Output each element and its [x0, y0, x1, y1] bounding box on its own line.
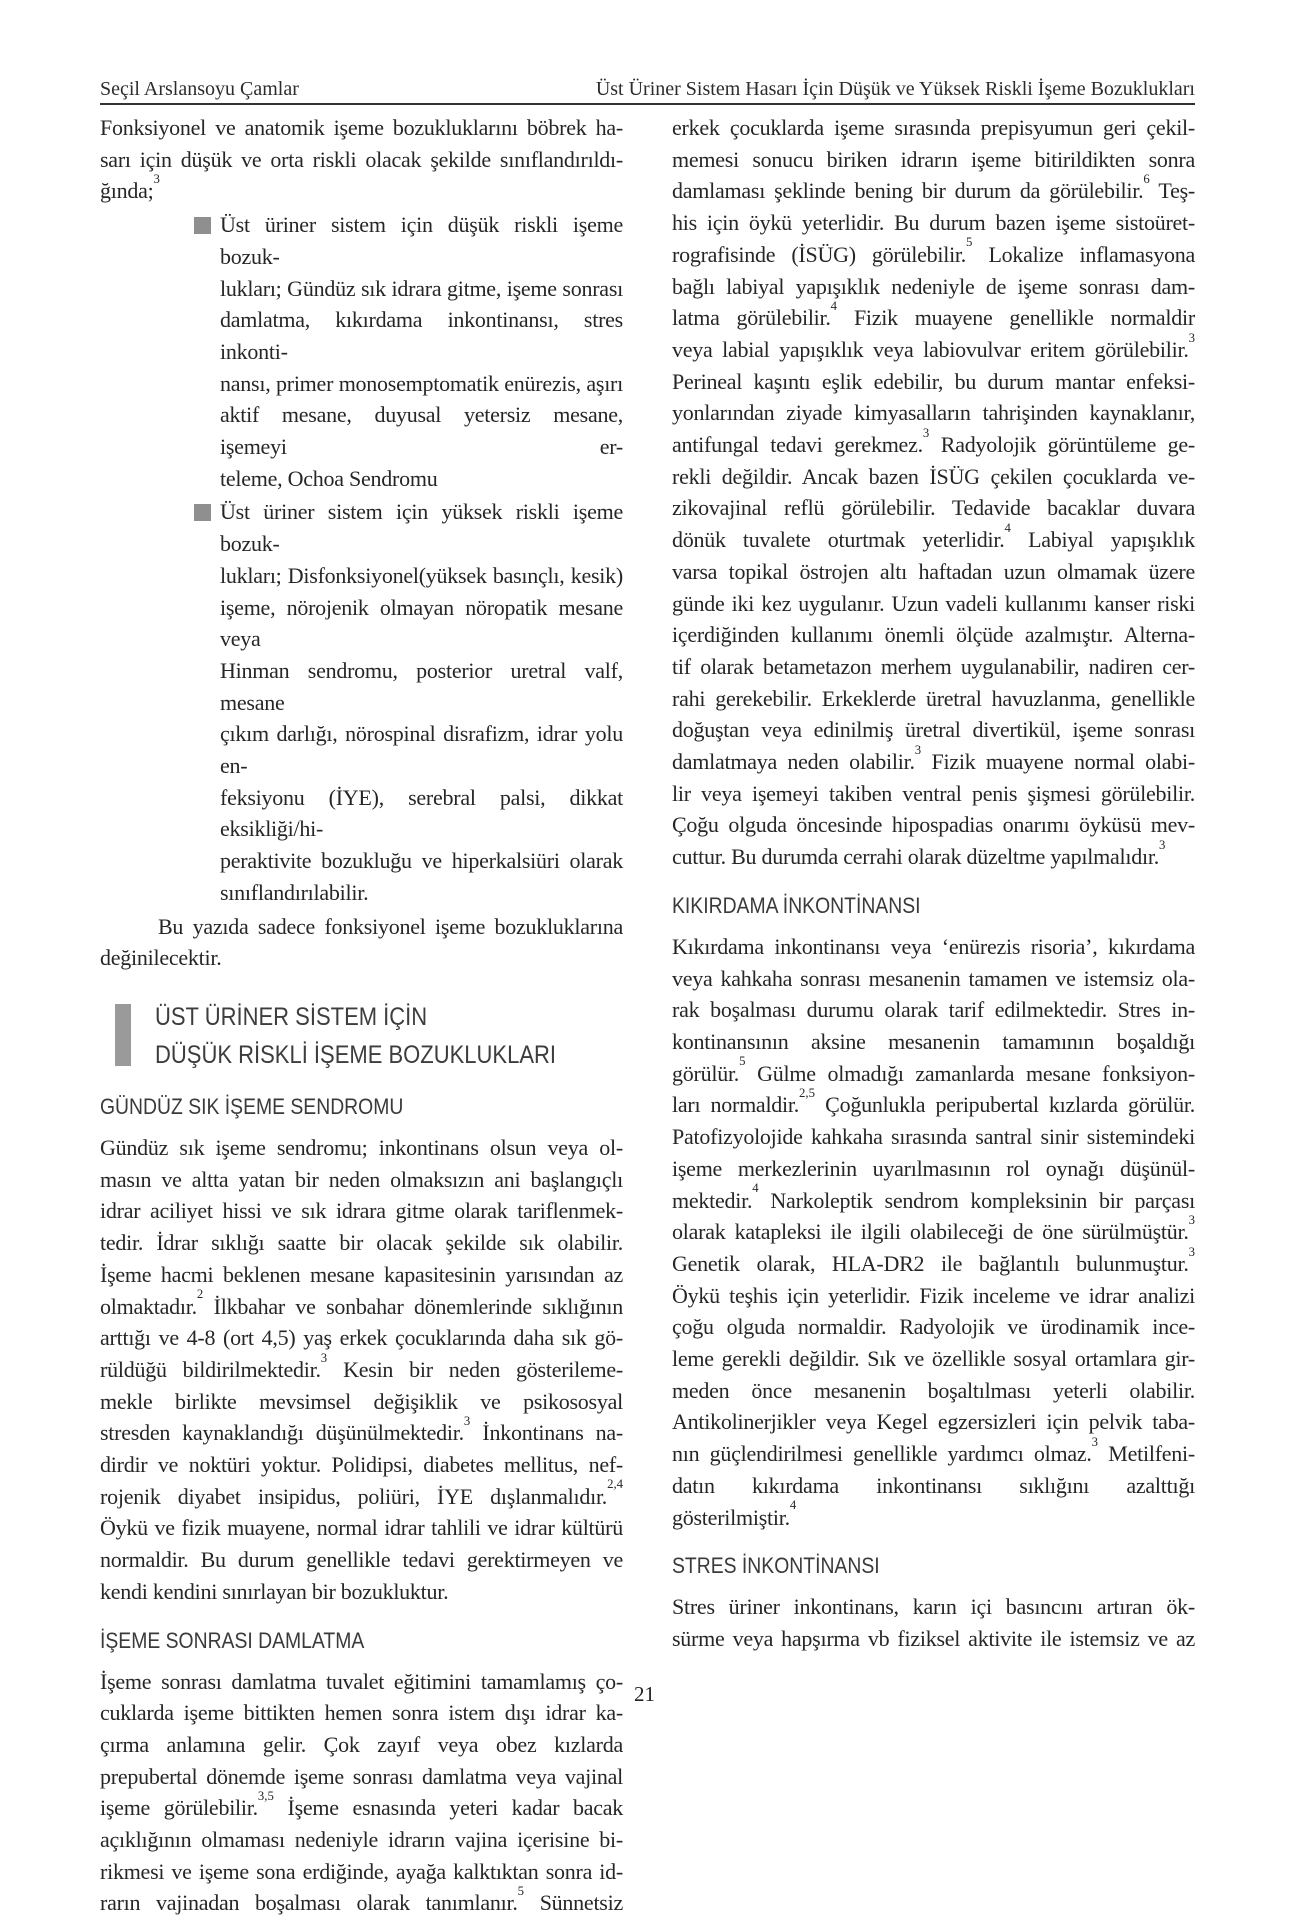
text-line: içerdiğinden kullanımı önemli ölçüde azalmıştır. Alterna-	[672, 622, 1195, 648]
text-line: ğında;$^3$	[100, 172, 160, 204]
text-line: antifungal tedavi gerekmez.$^3$ Radyolojik görüntüleme ge-	[672, 425, 1195, 458]
text-line: arttığı ve 4-8 (ort 4,5) yaş erkek çocuklarında daha sık gö-	[100, 1325, 623, 1351]
text-line: cuttur. Bu durumda cerrahi olarak düzeltme yapılmalıdır.$^3$	[672, 837, 1166, 870]
bullet-item	[100, 496, 623, 908]
text-line: mekle birlikte mevsimsel değişiklik ve psikososyal	[100, 1388, 623, 1414]
text-line: Öykü teşhis için yeterlidir. Fizik inceleme ve idrar analizi	[672, 1282, 1195, 1308]
text-line: Çoğu olguda öncesinde hipospadias onarımı öyküsü mev-	[672, 812, 1195, 838]
text-line: açıklığının olmaması nedeniyle idrarın vajina içerisine bi-	[100, 1827, 623, 1853]
header-author: Seçil Arslansoyu Çamlar	[100, 78, 299, 100]
text-line: veya kahkaha sonrası mesanenin tamamen ve istemsiz ola-	[672, 965, 1195, 991]
text-line: rojenik diyabet insipidus, poliüri, İYE dışlanmalıdır.$^{2,4}$	[100, 1477, 623, 1509]
section-heading-line: DÜŞÜK RİSKLİ İŞEME BOZUKLUKLARI	[155, 1040, 557, 1069]
text-line: lir veya işemeyi takiben ventral penis şişmesi görülebilir.	[672, 780, 1195, 806]
text-line: görülür.$^5$ Gülme olmadığı zamanlarda mesane fonksiyon-	[672, 1054, 1195, 1086]
header-rule	[100, 103, 1195, 105]
paragraph	[100, 1132, 623, 1608]
subheading: GÜNDÜZ SIK İŞEME SENDROMU	[100, 1093, 404, 1119]
text-line: lukları; Gündüz sık idrara gitme, işeme sonrası	[220, 275, 623, 301]
page-footer	[0, 1682, 1289, 1707]
text-line: tedir. İdrar sıklığı saatte bir olacak şekilde sık olabilir.	[100, 1230, 623, 1256]
text-line: işeme merkezlerinin uyarılmasının rol oynağı düşünül-	[672, 1155, 1195, 1181]
text-line: olmaktadır.$^2$ İlkbahar ve sonbahar dönemlerinde sıklığının	[100, 1287, 623, 1319]
text-line: leme gerekli değildir. Sık ve özellikle sosyal ortamlara gir-	[672, 1346, 1195, 1372]
text-line: Bu yazıda sadece fonksiyonel işeme bozukluklarına	[158, 913, 623, 939]
text-line: aktif mesane, duyusal yetersiz mesane, işemeyi er-	[220, 402, 623, 460]
left-column	[100, 112, 623, 1919]
subheading: STRES İNKONTİNANSI	[672, 1553, 880, 1579]
text-line: feksiyonu (İYE), serebral palsi, dikkat eksikliği/hi-	[220, 784, 623, 842]
text-line: cuklarda işeme bittikten hemen sonra istem dışı idrar ka-	[100, 1700, 623, 1726]
text-line: teleme, Ochoa Sendromu	[220, 465, 438, 491]
text-line: rak boşalması durumu olarak tarif edilmektedir. Stres in-	[672, 997, 1195, 1023]
text-line: nın güçlendirilmesi genellikle yardımcı olmaz.$^3$ Metilfeni-	[672, 1434, 1195, 1467]
text-line: işeme, nörojenik olmayan nöropatik mesane veya	[220, 594, 623, 652]
text-line: İşeme sonrası damlatma tuvalet eğitimini tamamlamış ço-	[100, 1668, 623, 1694]
text-line: ları normaldir.$^{2,5}$ Çoğunlukla peripubertal kızlarda görülür.	[672, 1086, 1195, 1118]
text-line: gösterilmiştir.$^4$	[672, 1498, 797, 1530]
text-line: zikovajinal reflü görülebilir. Tedavide bacaklar duvara	[672, 495, 1195, 521]
text-line: rografisinde (İSÜG) görülebilir.$^5$ Lokalize inflamasyona	[672, 235, 1195, 267]
text-line: erkek çocuklarda işeme sırasında prepisyumun geri çekil-	[672, 115, 1195, 140]
text-line: dönük tuvalete oturtmak yeterlidir.$^4$ Labiyal yapışıklık	[672, 520, 1195, 553]
text-line: memesi sonucu biriken idrarın işeme bitirildikten sonra	[672, 146, 1195, 172]
text-line: Perineal kaşıntı eşlik edebilir, bu durum mantar enfeksi-	[672, 368, 1195, 394]
page-number: 21	[634, 1682, 655, 1706]
paragraph	[100, 911, 623, 974]
text-line: damlatmaya neden olabilir.$^3$ Fizik muayene normal olabi-	[672, 742, 1195, 775]
text-line: işeme görülebilir.$^{3,5}$ İşeme esnasında yeteri kadar bacak	[100, 1789, 624, 1821]
text-line: yonlarından ziyade kimyasalların tahrişinden kaynaklanır,	[672, 400, 1195, 426]
running-header	[100, 78, 1195, 101]
bullet-square-icon	[194, 217, 211, 234]
text-line: bağlı labiyal yapışıklık nedeniyle de işeme sonrası dam-	[672, 273, 1195, 299]
text-line: kendi kendini sınırlayan bir bozukluktur.	[100, 1578, 449, 1604]
text-line: sarı için düşük ve orta riskli olacak şekilde sınıflandırıldı-	[100, 146, 623, 172]
subheading: İŞEME SONRASI DAMLATMA	[100, 1627, 365, 1653]
section-heading	[100, 998, 623, 1074]
paragraph	[672, 931, 1195, 1533]
text-line: Antikolinerjikler veya Kegel egzersizleri için pelvik taba-	[672, 1409, 1195, 1435]
text-line: İşeme hacmi beklenen mesane kapasitesinin yarısından az	[100, 1261, 623, 1287]
text-line: çıkım darlığı, nörospinal disrafizm, idrar yolu en-	[220, 721, 623, 779]
text-line: stresden kaynaklandığı düşünülmektedir.$^3$ İnkontinans na-	[100, 1413, 623, 1446]
text-line: rarın vajinadan boşalması olarak tanımlanır.$^5$ Sünnetsiz	[100, 1884, 623, 1916]
header-title: Üst Üriner Sistem Hasarı İçin Düşük ve Yüksek Riskli İşeme Bozuklukları	[595, 78, 1195, 100]
text-line: olarak katapleksi ile ilgili olabileceği de öne sürülmüştür.$^3$	[672, 1212, 1195, 1245]
paragraph	[672, 1591, 1195, 1654]
text-line: his için öykü yeterlidir. Bu durum bazen işeme sistoüret-	[672, 210, 1195, 236]
text-line: günde iki kez uygulanır. Uzun vadeli kullanımı kanser riski	[672, 590, 1195, 616]
text-line: normaldir. Bu durum genellikle tedavi gerektirmeyen ve	[100, 1547, 623, 1573]
text-line: doğuştan veya edinilmiş üretral divertikül, işeme sonrası	[672, 717, 1195, 743]
text-line: latma görülebilir.$^4$ Fizik muayene genellikle normaldir	[672, 298, 1195, 331]
text-line: Hinman sendromu, posterior uretral valf, mesane	[220, 657, 623, 715]
text-line: meden önce mesanenin boşaltılması yeterli olabilir.	[672, 1377, 1195, 1403]
text-line: Genetik olarak, HLA-DR2 ile bağlantılı bulunmuştur.$^3$	[672, 1244, 1195, 1276]
paragraph	[672, 112, 1195, 873]
text-line: Stres üriner inkontinans, karın içi basıncını artıran ök-	[672, 1594, 1195, 1620]
text-line: Kıkırdama inkontinansı veya ‘enürezis risoria’, kıkırdama	[672, 933, 1195, 959]
text-line: peraktivite bozukluğu ve hiperkalsiüri olarak	[220, 848, 623, 874]
text-line: idrar aciliyet hissi ve sık idrara gitme olarak tariflenmek-	[100, 1198, 623, 1224]
text-line: rikmesi ve işeme sona erdiğinde, ayağa kalktıktan sonra id-	[100, 1858, 623, 1884]
text-line: rüldüğü bildirilmektedir.$^3$ Kesin bir neden gösterileme-	[100, 1350, 623, 1382]
text-line: masın ve altta yatan bir neden olmaksızın ani başlangıçlı	[100, 1166, 623, 1192]
text-line: lukları; Disfonksiyonel(yüksek basınçlı, kesik)	[220, 562, 623, 588]
text-line: datın kıkırdama inkontinansı sıklığını azalttığı	[672, 1472, 1195, 1498]
text-line: kontinansının aksine mesanenin tamamının boşaldığı	[672, 1028, 1195, 1054]
text-line: çoğu olguda normaldir. Radyolojik ve ürodinamik ince-	[672, 1314, 1195, 1340]
text-line: çırma anlamına gelir. Çok zayıf veya obez kızlarda	[100, 1731, 623, 1757]
text-line: damlaması şeklinde bening bir durum da görülebilir.$^6$ Teş-	[672, 172, 1195, 204]
subheading: KIKIRDAMA İNKONTİNANSI	[672, 892, 921, 918]
text-line: Öykü ve fizik muayene, normal idrar tahlili ve idrar kültürü	[100, 1515, 623, 1541]
text-line: sürme veya hapşırma vb fiziksel aktivite ile istemsiz ve az	[672, 1625, 1195, 1651]
bullet-square-icon	[194, 504, 211, 521]
text-line: rekli değildir. Ancak bazen İSÜG çekilen çocuklarda ve-	[672, 463, 1195, 489]
text-line: dirdir ve noktüri yoktur. Polidipsi, diabetes mellitus, nef-	[100, 1452, 623, 1478]
text-line: değinilecektir.	[100, 945, 222, 971]
text-line: Üst üriner sistem için yüksek riskli işeme bozuk-	[220, 499, 623, 557]
bullet-item	[100, 209, 623, 494]
text-line: varsa topikal östrojen altı haftadan uzun olmamak üzere	[672, 558, 1195, 584]
text-line: rahi gerekebilir. Erkeklerde üretral havuzlanma, genellikle	[672, 685, 1195, 711]
text-line: Patofizyolojide kahkaha sırasında santral sinir sistemindeki	[672, 1124, 1195, 1150]
text-line: nansı, primer monosemptomatik enürezis, aşırı	[220, 370, 623, 396]
text-line: damlatma, kıkırdama inkontinansı, stres inkonti-	[220, 307, 623, 364]
text-line: Üst üriner sistem için düşük riskli işeme bozuk-	[220, 212, 623, 269]
right-column	[672, 112, 1195, 1655]
text-line: mektedir.$^4$ Narkoleptik sendrom kompleksinin bir parçası	[672, 1181, 1195, 1213]
section-marker-bar-icon	[115, 1004, 131, 1066]
text-line: Fonksiyonel ve anatomik işeme bozukluklarını böbrek ha-	[100, 115, 623, 140]
section-heading-line: ÜST ÜRİNER SİSTEM İÇİN	[155, 1002, 428, 1031]
text-line: veya labial yapışıklık veya labiovulvar eritem görülebilir.$^3$	[672, 330, 1195, 362]
text-line: tif olarak betametazon merhem uygulanabilir, nadiren cer-	[672, 653, 1195, 679]
text-line: prepubertal dönemde işeme sonrası damlatma veya vajinal	[100, 1763, 623, 1789]
text-line: Gündüz sık işeme sendromu; inkontinans olsun veya ol-	[100, 1134, 623, 1160]
paragraph	[100, 112, 623, 207]
text-line: sınıflandırılabilir.	[220, 879, 369, 905]
